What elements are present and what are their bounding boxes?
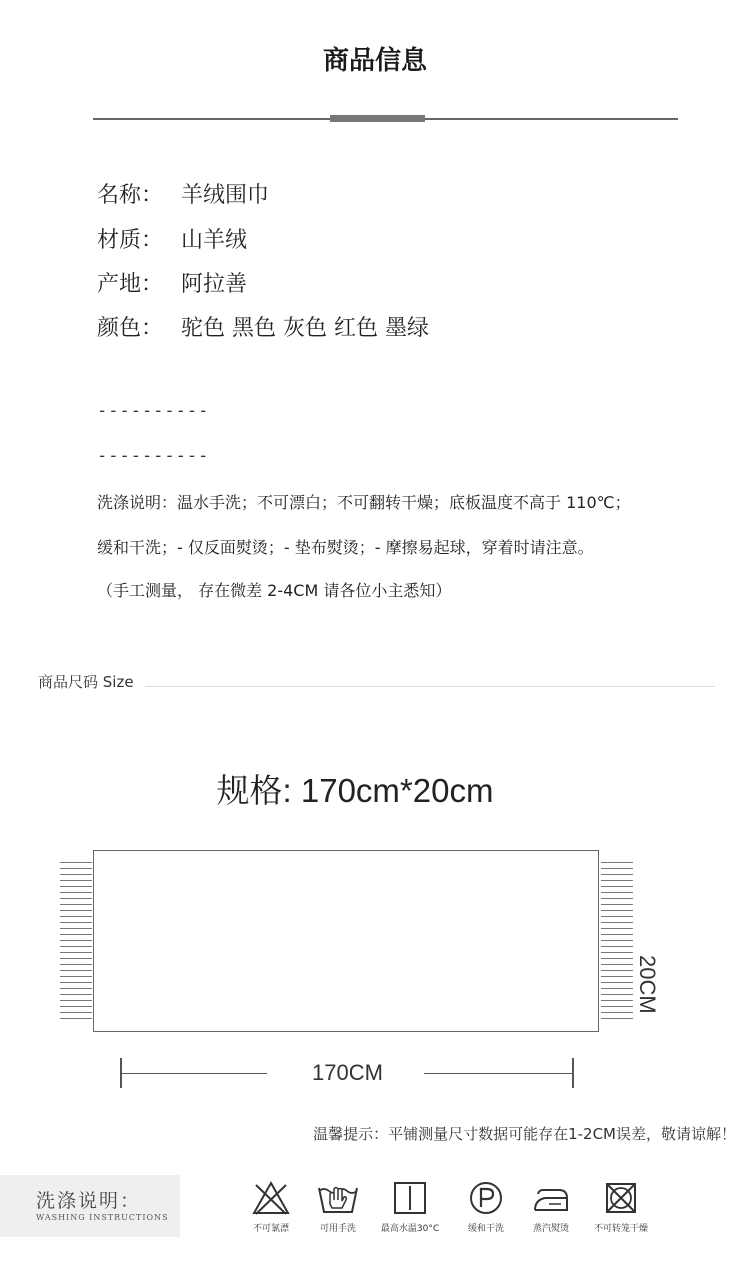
length-dimension-line-left (121, 1073, 267, 1074)
care-item-hand-wash (303, 1180, 373, 1234)
info-row-material (97, 223, 247, 254)
info-label: 产地： (97, 272, 164, 297)
hand-wash-icon (316, 1180, 360, 1216)
size-section-divider (145, 686, 715, 687)
length-dimension-tick-right (572, 1058, 574, 1088)
care-item-no-tumble-dry (586, 1180, 656, 1234)
info-row-name (97, 178, 269, 209)
care-label: 缓和干洗 (467, 1224, 504, 1234)
size-spec: 规格: 170cm*20cm (216, 772, 494, 809)
info-row-origin (97, 267, 247, 298)
measurement-tip: 温馨提示：平铺测量尺寸数据可能存在1-2CM误差，敬请谅解！ (313, 1125, 736, 1143)
washing-subtitle: WASHING INSTRUCTIONS (36, 1213, 169, 1222)
care-label: 不可转笼干燥 (593, 1224, 648, 1234)
width-dimension-label: 20CM (635, 955, 660, 1014)
care-item-steam-iron (516, 1180, 586, 1234)
measurement-note: （手工测量， 存在微差 2-4CM 请各位小主悉知） (97, 581, 452, 600)
dash-separator: ---------- (97, 401, 210, 421)
scarf-fringe-left (60, 862, 92, 1022)
washing-title: 洗涤说明： (36, 1190, 142, 1212)
dry-clean-p-icon (466, 1180, 506, 1216)
size-section-heading: 商品尺码 Size (38, 673, 134, 691)
info-value: 阿拉善 (181, 272, 248, 297)
info-row-color (97, 311, 429, 342)
ironing-note: 缓和干洗；- 仅反面熨烫；- 垫布熨烫；- 摩擦易起球，穿着时请注意。 (97, 538, 594, 557)
care-item-dry-clean (451, 1180, 521, 1234)
info-value: 驼色 黑色 灰色 红色 墨绿 (181, 316, 429, 341)
length-dimension-label: 170CM (312, 1060, 383, 1085)
steam-iron-icon (529, 1180, 573, 1216)
care-label: 不可氯漂 (252, 1224, 289, 1234)
scarf-fringe-right (601, 862, 633, 1022)
dash-separator: ---------- (97, 446, 210, 466)
care-item-no-bleach (236, 1180, 306, 1234)
care-label: 最高水温30°C (380, 1224, 440, 1234)
care-label: 可用手洗 (319, 1224, 356, 1234)
care-item-max-temp (375, 1180, 445, 1234)
no-tumble-dry-icon (603, 1180, 639, 1216)
scarf-diagram (93, 850, 599, 1032)
info-value: 羊绒围巾 (181, 183, 270, 208)
care-label: 蒸汽熨烫 (532, 1224, 569, 1234)
washing-note: 洗涤说明：温水手洗；不可漂白；不可翻转干燥；底板温度不高于 110℃； (97, 493, 631, 512)
wash-30-icon (392, 1180, 428, 1216)
info-label: 颜色： (97, 316, 164, 341)
info-label: 材质： (97, 228, 164, 253)
no-bleach-icon (251, 1180, 291, 1216)
info-value: 山羊绒 (181, 228, 248, 253)
page-title: 商品信息 (322, 46, 427, 76)
info-label: 名称： (97, 183, 164, 208)
length-dimension-line-right (424, 1073, 573, 1074)
title-divider-accent (330, 115, 425, 122)
